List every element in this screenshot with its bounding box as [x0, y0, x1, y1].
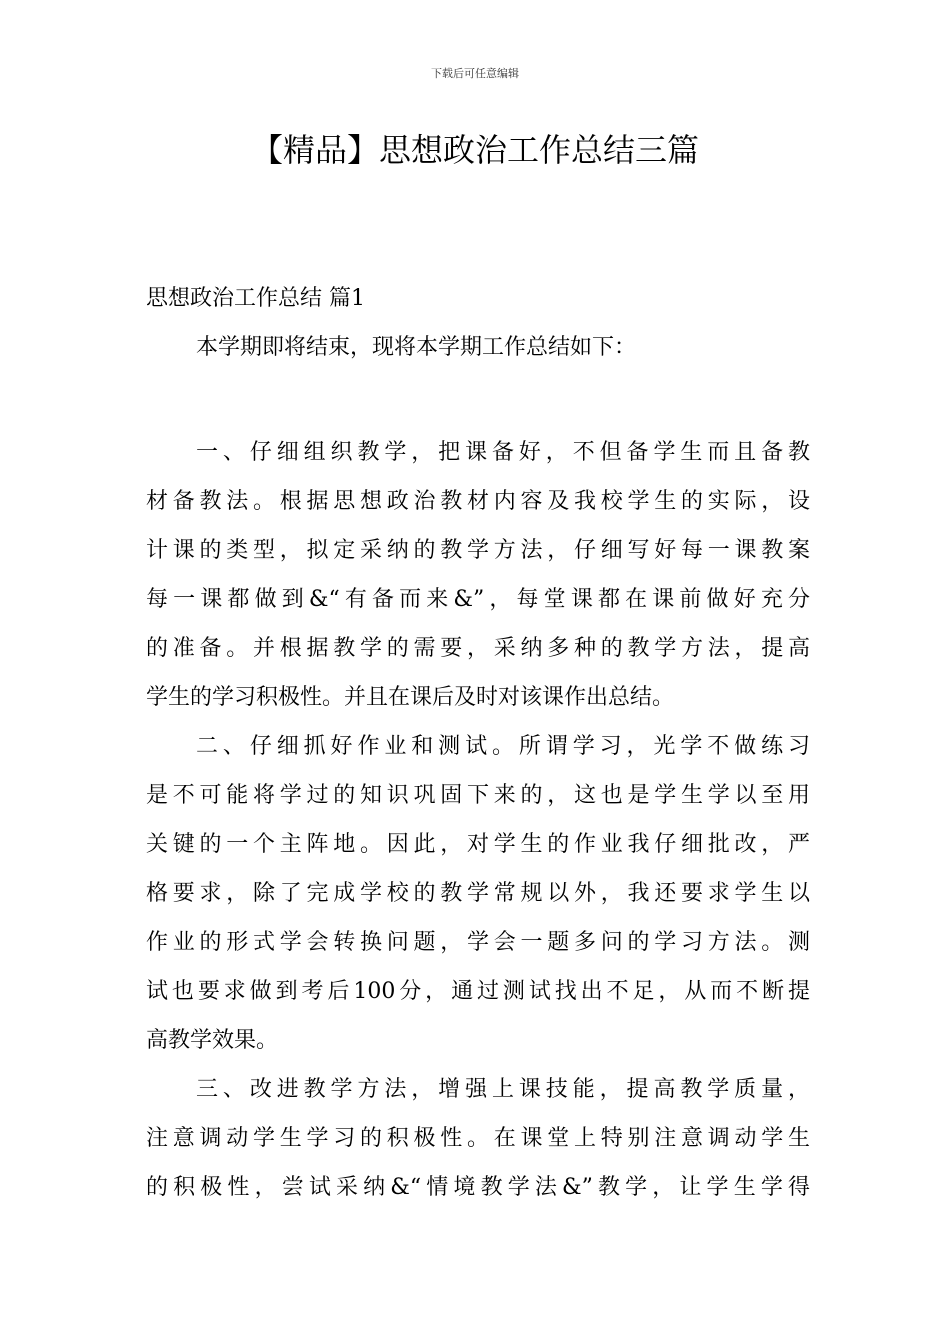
text-line: 三、改进教学方法，增强上课技能，提高教学质量， [196, 1077, 810, 1102]
text-line: 计课的类型，拟定采纳的教学方法，仔细写好每一课教案 [146, 538, 810, 563]
text-line: 二、仔细抓好作业和测试。所谓学习，光学不做练习 [196, 734, 810, 759]
text-line: 是不可能将学过的知识巩固下来的，这也是学生学以至用 [146, 783, 810, 808]
body-text [146, 428, 810, 1212]
text-line: 试也要求做到考后100分，通过测试找出不足，从而不断提 [146, 979, 810, 1004]
text-line: 材备教法。根据思想政治教材内容及我校学生的实际，设 [146, 489, 810, 514]
text-line: 每一课都做到&“有备而来&”，每堂课都在课前做好充分 [146, 587, 810, 612]
text-line: 注意调动学生学习的积极性。在课堂上特别注意调动学生 [146, 1126, 810, 1151]
text-line: 的准备。并根据教学的需要，采纳多种的教学方法，提高 [146, 636, 810, 661]
text-line: 学生的学习积极性。并且在课后及时对该课作出总结。 [146, 685, 675, 710]
section-heading: 思想政治工作总结 篇1 [146, 286, 365, 311]
text-line: 关键的一个主阵地。因此，对学生的作业我仔细批改，严 [146, 832, 810, 857]
page-header-note: 下载后可任意编辑 [431, 67, 519, 80]
document-title: 【精品】思想政治工作总结三篇 [250, 131, 699, 169]
text-line: 格要求，除了完成学校的教学常规以外，我还要求学生以 [146, 881, 810, 906]
intro-paragraph: 本学期即将结束，现将本学期工作总结如下： [196, 335, 637, 360]
text-line: 的积极性，尝试采纳&“情境教学法&”教学，让学生学得 [146, 1175, 810, 1200]
text-line: 高教学效果。 [146, 1028, 279, 1053]
text-line: 一、仔细组织教学，把课备好，不但备学生而且备教 [196, 440, 810, 465]
text-line: 作业的形式学会转换问题，学会一题多问的学习方法。测 [146, 930, 810, 955]
